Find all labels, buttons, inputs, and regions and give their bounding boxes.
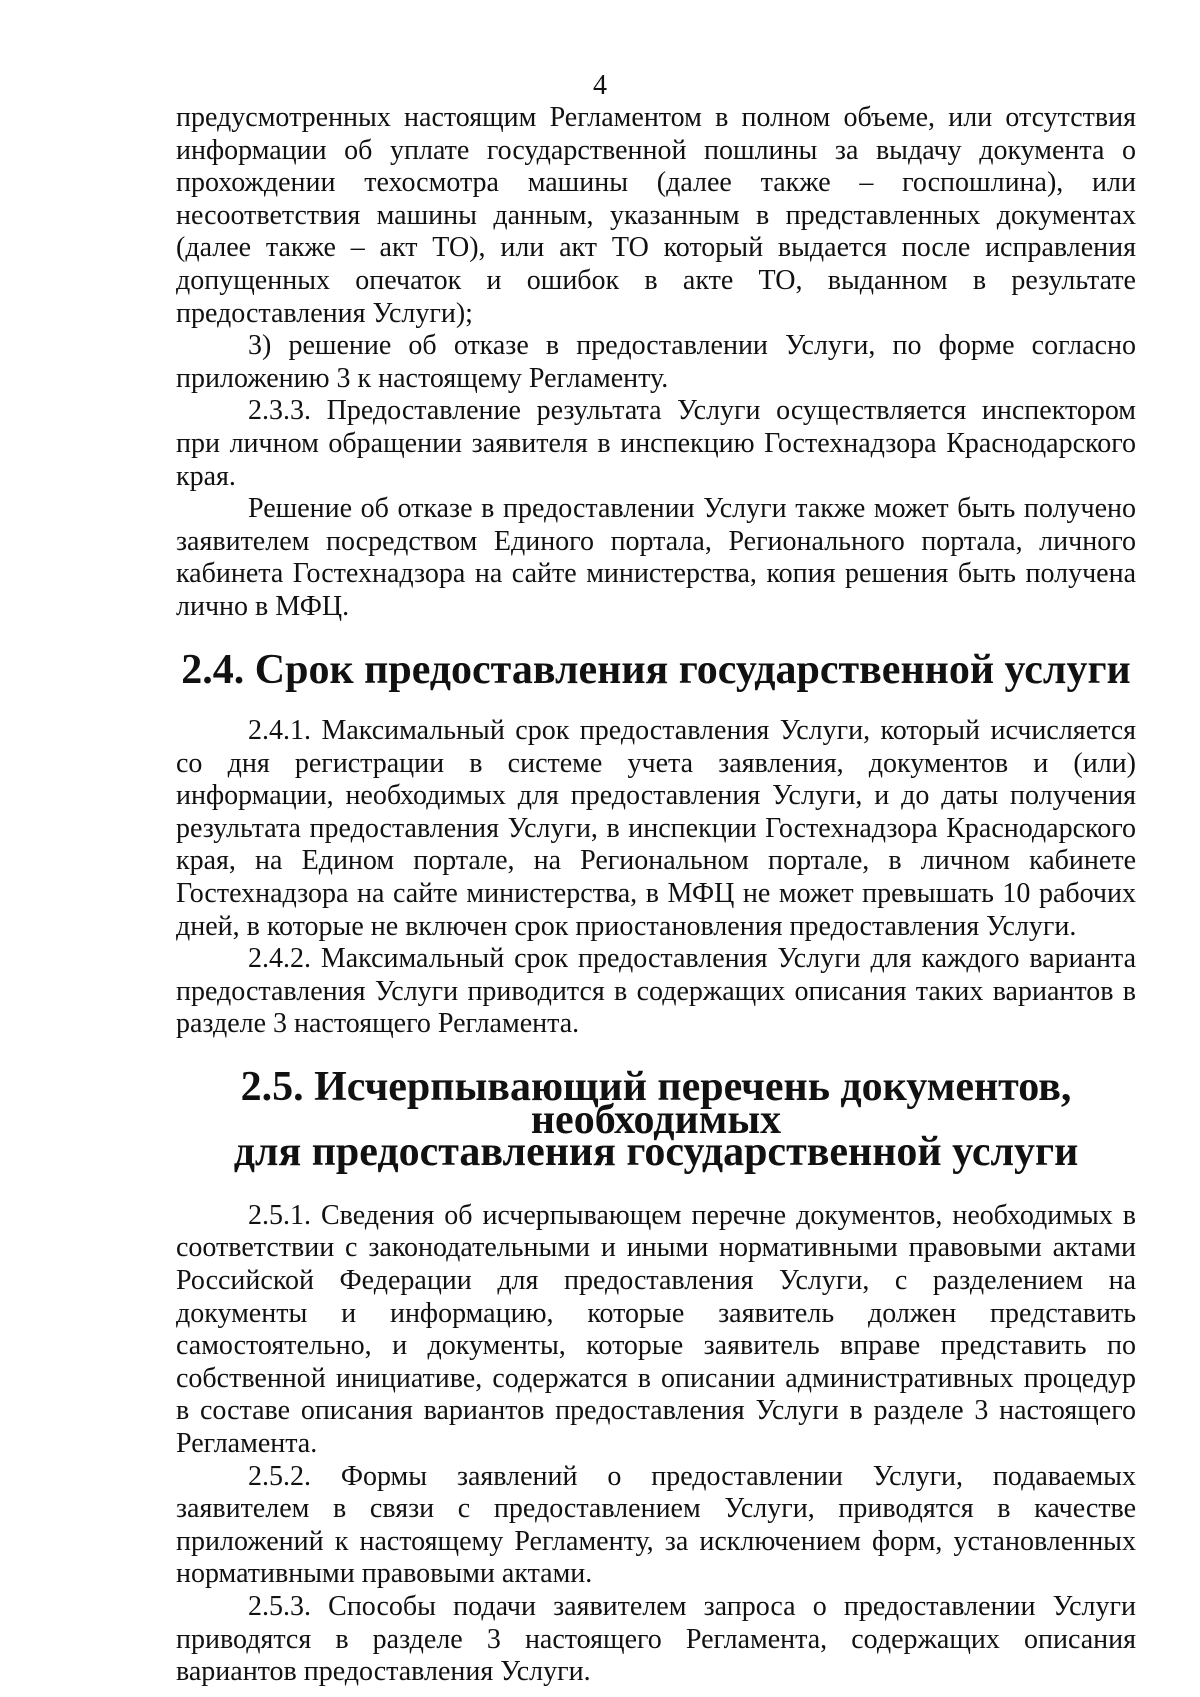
section-heading-2-5-line1: 2.5. Исчерпывающий перечень документов, необходимых	[240, 1064, 1072, 1143]
paragraph-2-3-3: 2.3.3. Предоставление результата Услуги осуществляется инспектором при личном обращении заявителя в инспекцию Гостехнадзора Краснодарского края.	[176, 395, 1136, 492]
paragraph-2-5-3: 2.5.3. Способы подачи заявителем запроса о предоставлении Услуги приводятся в разделе 3 настоящего Регламента, содержащих описания вариантов предоставления Услуги.	[176, 1590, 1136, 1688]
paragraph-2-5-1: 2.5.1. Сведения об исчерпывающем перечне документов, необходимых в соответствии с законодательными и иными нормативными правовыми актами Российской Федерации для предоставления Услуги, с разделением на документы и информацию, которые заявитель должен представить самостоятельно, и документы, которые заявитель вправе представить по собственной инициативе, содержатся в описании административных процедур в составе описания вариантов предоставления Услуги в разделе 3 настоящего Регламента.	[176, 1199, 1136, 1459]
page-number: 4	[593, 70, 607, 101]
paragraph-2-4-2: 2.4.2. Максимальный срок предоставления Услуги для каждого варианта предоставления Услуги приводится в содержащих описания таких вариантов в разделе 3 настоящего Регламента.	[176, 943, 1136, 1040]
paragraph-result-refusal: 3) решение об отказе в предоставлении Услуги, по форме согласно приложению 3 к настоящему Регламенту.	[176, 330, 1136, 394]
section-heading-2-4	[176, 646, 1136, 693]
paragraph-refusal-delivery: Решение об отказе в предоставлении Услуги также может быть получено заявителем посредством Единого портала, Регионального портала, личного кабинета Гостехнадзора на сайте министерства, копия решения быть получена лично в МФЦ.	[176, 493, 1136, 622]
section-heading-2-4-text: 2.4. Срок предоставления государственной услуги	[181, 646, 1131, 693]
paragraph-2-5-2: 2.5.2. Формы заявлений о предоставлении Услуги, подаваемых заявителем в связи с предоставлением Услуги, приводятся в качестве приложений к настоящему Регламенту, за исключением форм, установленных нормативными правовыми актами.	[176, 1460, 1136, 1590]
section-heading-2-5-line2: для предоставления государственной услуги	[233, 1129, 1079, 1176]
paragraph-2-4-1: 2.4.1. Максимальный срок предоставления Услуги, который исчисляется со дня регистрации в системе учета заявления, документов и (или) информации, необходимых для предоставления Услуги, и до даты получения результата предоставления Услуги, в инспекции Гостехнадзора Краснодарского края, на Едином портале, на Региональном портале, в личном кабинете Гостехнадзора на сайте министерства, в МФЦ не может превышать 10 рабочих дней, в которые не включен срок приостановления предоставления Услуги.	[176, 715, 1136, 942]
paragraph-continuation: предусмотренных настоящим Регламентом в полном объеме, или отсутствия информации об уплате государственной пошлины за выдачу документа о прохождении техосмотра машины (далее также – госпошлина), или несоответствия машины данным, указанным в представленных документах (далее также – акт ТО), или акт ТО который выдается после исправления допущенных опечаток и ошибок в акте ТО, выданном в результате предоставления Услуги);	[176, 102, 1136, 329]
document-body	[176, 102, 1136, 1689]
section-heading-2-5	[176, 1064, 1136, 1176]
